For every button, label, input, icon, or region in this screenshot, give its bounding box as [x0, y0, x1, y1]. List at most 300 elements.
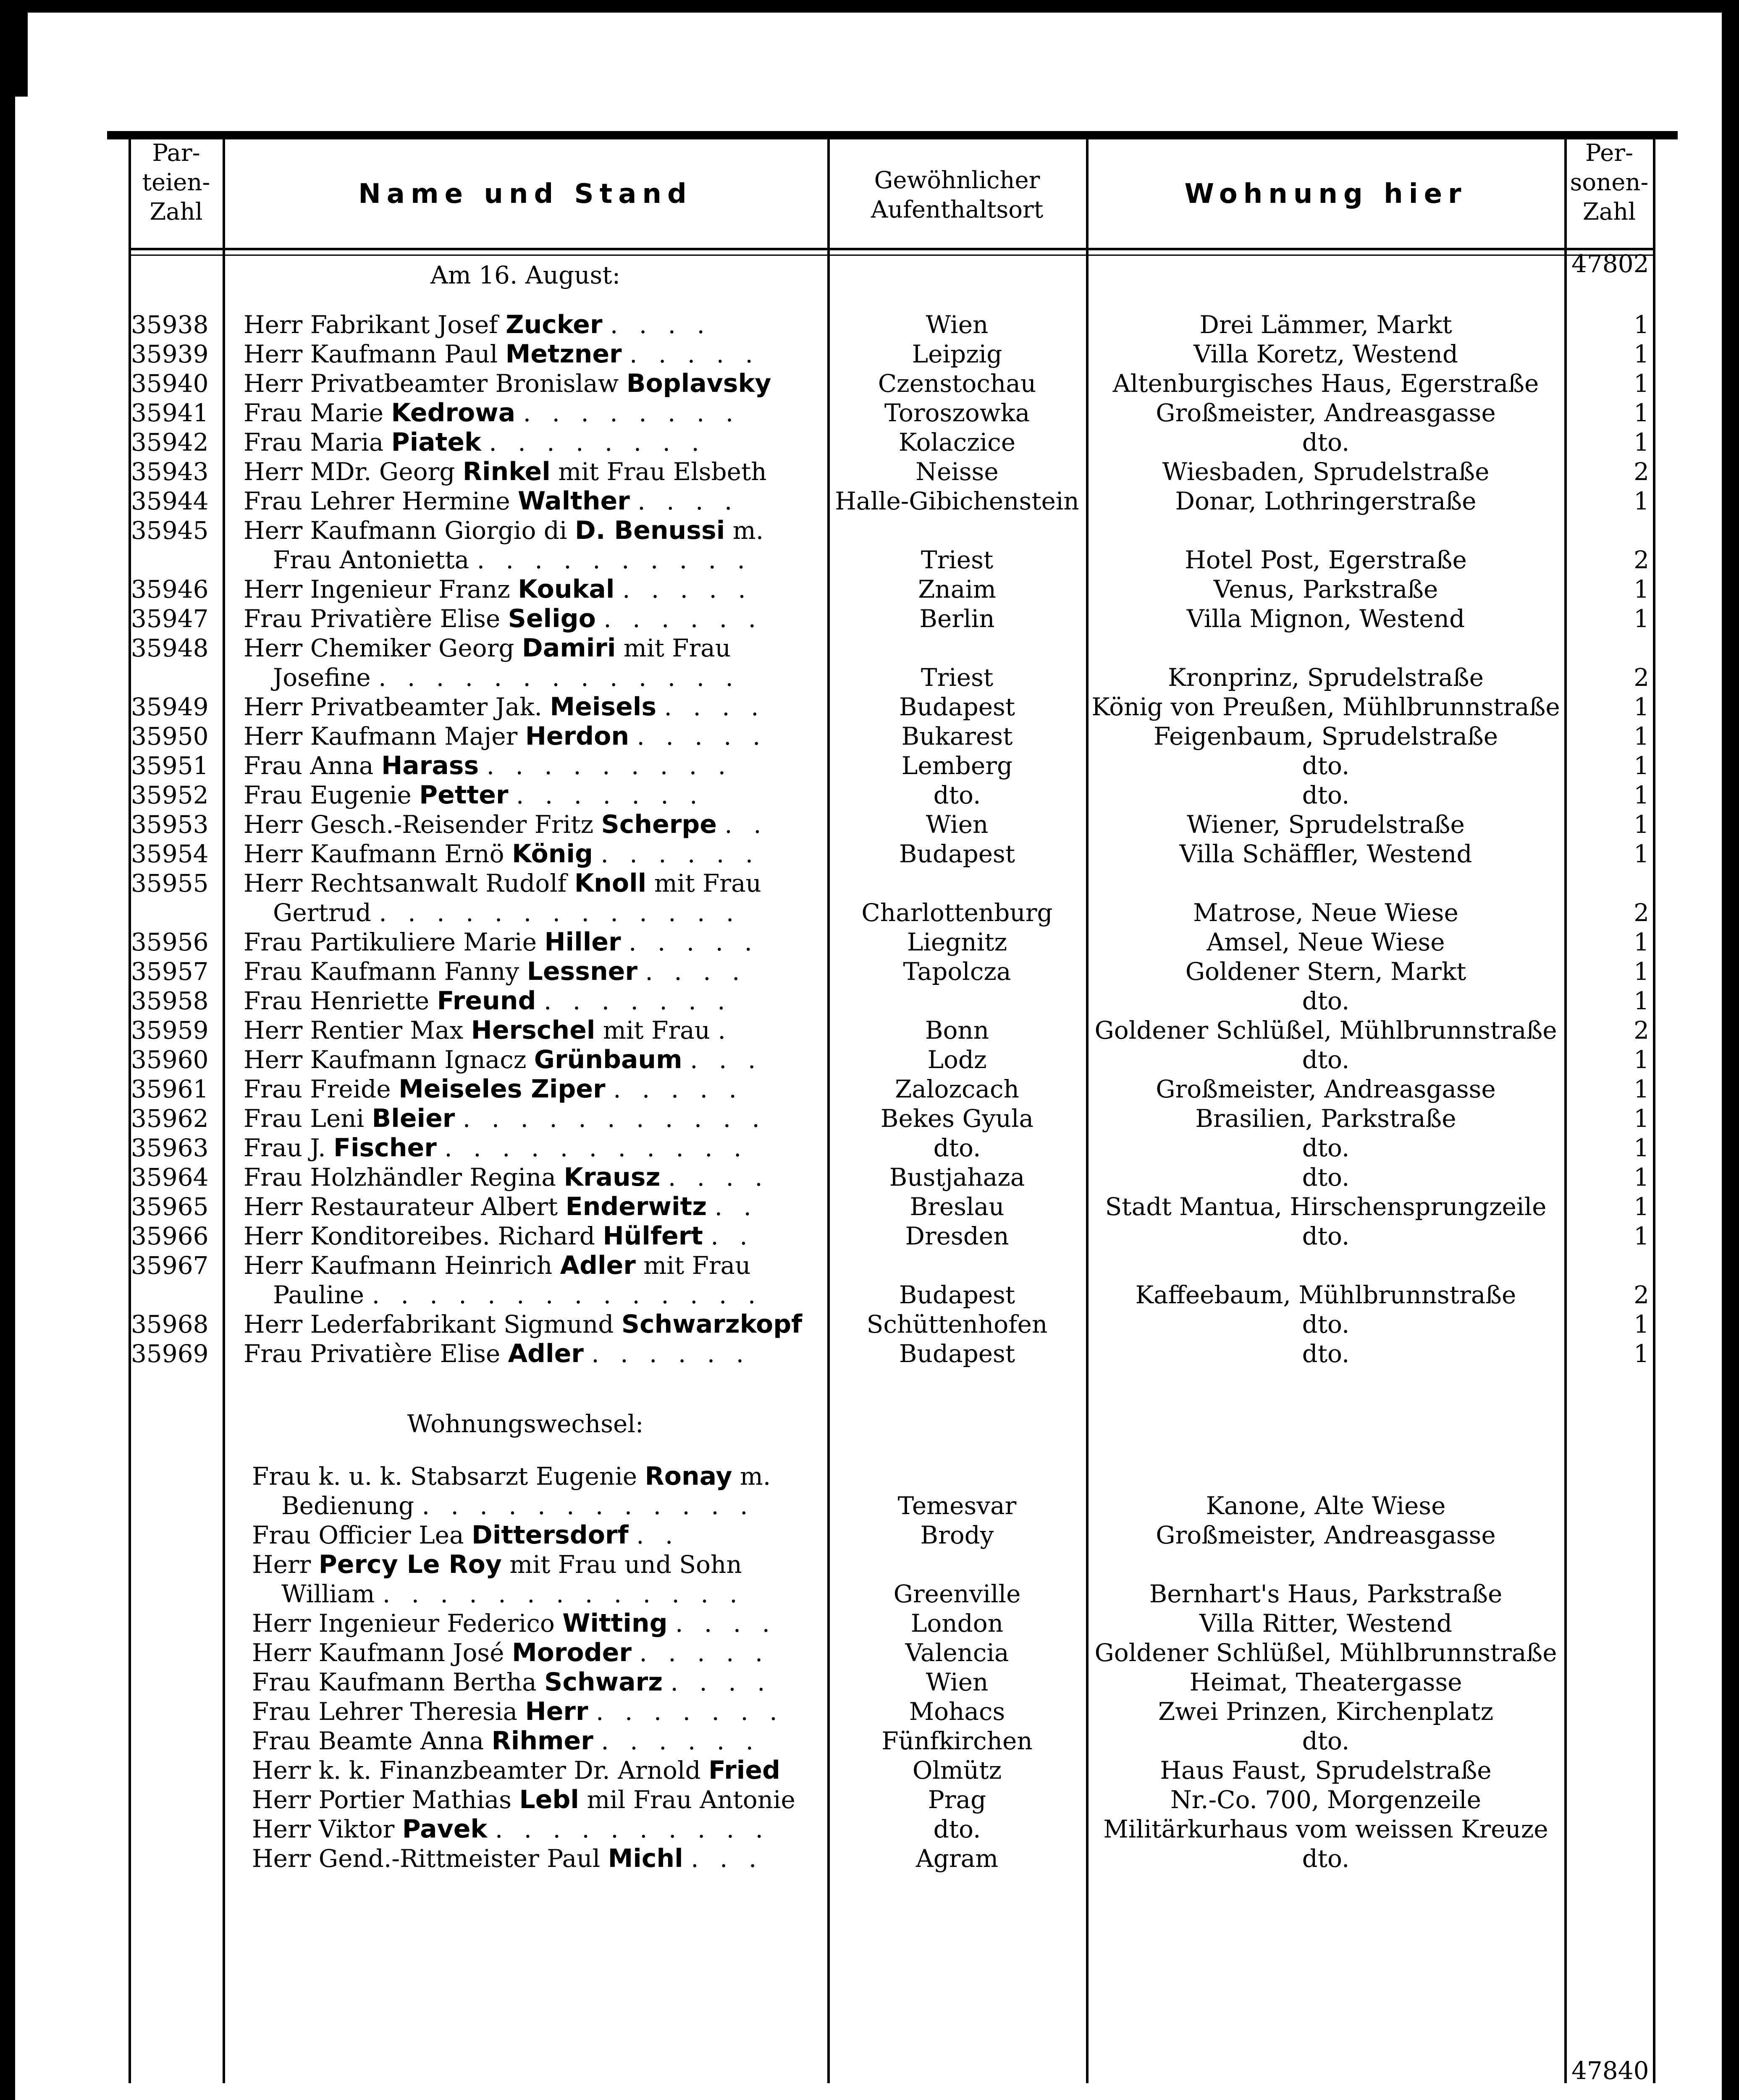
- header-line: Gewöhnlicher: [874, 167, 1040, 194]
- parteien-zahl: 35955: [131, 869, 209, 898]
- parteien-zahl: 35963: [131, 1134, 209, 1162]
- name-und-stand: [252, 1814, 831, 1844]
- wohnung: dto.: [1302, 428, 1350, 457]
- name-suffix: mit Frau: [603, 1016, 711, 1045]
- parteien-zahl: 35940: [131, 369, 209, 398]
- header-personen-zahl: [1567, 139, 1652, 227]
- scan-border-right: [1722, 0, 1739, 2100]
- surname: Piatek: [391, 428, 481, 457]
- aufenthaltsort: dto.: [933, 1815, 981, 1843]
- person-title: Herr Konditoreibes. Richard: [244, 1222, 595, 1250]
- person-title: Frau Kaufmann Bertha: [252, 1668, 537, 1696]
- aufenthaltsort: Neisse: [915, 457, 999, 486]
- wohnung: Goldener Schlüßel, Mühlbrunnstraße: [1094, 1638, 1557, 1667]
- leader-dots: . . . . .: [639, 1638, 770, 1667]
- wohnung: Großmeister, Andreasgasse: [1156, 1521, 1496, 1549]
- parteien-zahl: 35953: [131, 810, 209, 839]
- leader-dots: . . . . .: [628, 928, 759, 956]
- wohnung: Goldener Schlüßel, Mühlbrunnstraße: [1094, 1016, 1557, 1045]
- aufenthaltsort: Bustjahaza: [889, 1163, 1025, 1192]
- surname: Rihmer: [491, 1726, 593, 1756]
- name-und-stand: [252, 1667, 831, 1697]
- header-wohnung-hier: Wohnung hier: [1184, 178, 1467, 210]
- person-title: Herr Kaufmann Majer: [244, 722, 518, 751]
- surname: Damiri: [522, 633, 616, 663]
- aufenthaltsort: Charlottenburg: [861, 898, 1053, 927]
- aufenthaltsort: Wien: [926, 810, 989, 839]
- wohnung: Großmeister, Andreasgasse: [1156, 399, 1496, 427]
- aufenthaltsort: Lemberg: [901, 751, 1013, 780]
- name-und-stand: [244, 1221, 823, 1251]
- leader-dots: . . . . .: [637, 722, 767, 751]
- personen-zahl: 1: [1634, 1134, 1649, 1162]
- aufenthaltsort: Toroszowka: [884, 399, 1030, 427]
- personen-zahl: 1: [1634, 1045, 1649, 1074]
- aufenthaltsort: Agram: [915, 1844, 999, 1873]
- name-und-stand: [244, 428, 823, 457]
- parteien-zahl: 35969: [131, 1339, 209, 1368]
- wohnung: Haus Faust, Sprudelstraße: [1160, 1756, 1492, 1785]
- name-und-stand: [244, 869, 823, 898]
- name-und-stand: [252, 1726, 831, 1756]
- aufenthaltsort: Mohacs: [909, 1697, 1005, 1726]
- person-title: Herr Rechtsanwalt Rudolf: [244, 869, 567, 898]
- person-title: Herr Chemiker Georg: [244, 634, 514, 662]
- leader-dots: . . . . . . .: [543, 987, 732, 1015]
- wohnung: Villa Ritter, Westend: [1199, 1609, 1452, 1638]
- person-title: Frau Holzhändler Regina: [244, 1163, 556, 1192]
- leader-dots: . . .: [691, 1844, 763, 1873]
- aufenthaltsort: Dresden: [905, 1222, 1009, 1250]
- wohnung: Matrose, Neue Wiese: [1193, 898, 1458, 927]
- surname: Scherpe: [601, 810, 717, 839]
- personen-zahl: 1: [1634, 487, 1649, 515]
- leader-dots: . . . .: [670, 1668, 772, 1696]
- name-und-stand: [244, 1074, 823, 1104]
- person-title: Josefine: [273, 663, 371, 692]
- person-title: Frau Officier Lea: [252, 1521, 464, 1549]
- header-name-und-stand: Name und Stand: [358, 178, 692, 210]
- personen-zahl: 1: [1634, 340, 1649, 368]
- person-title: Bedienung: [281, 1491, 414, 1520]
- header-line: Par-: [152, 139, 200, 167]
- surname: Schwarz: [544, 1667, 663, 1697]
- person-title: Frau Eugenie: [244, 781, 412, 809]
- person-title: Herr Kaufmann Ignacz: [244, 1045, 527, 1074]
- person-title: Herr Lederfabrikant Sigmund: [244, 1310, 614, 1339]
- personen-zahl: 1: [1634, 781, 1649, 809]
- personen-zahl: 1: [1634, 604, 1649, 633]
- parteien-zahl: 35941: [131, 399, 209, 427]
- surname: Hiller: [544, 927, 621, 957]
- parteien-zahl: 35947: [131, 604, 209, 633]
- aufenthaltsort: dto.: [933, 781, 981, 809]
- person-title: Herr Gesch.-Reisender Fritz: [244, 810, 594, 839]
- leader-dots: . . . .: [664, 693, 766, 721]
- aufenthaltsort: Budapest: [899, 1281, 1015, 1309]
- leader-dots: . .: [711, 1222, 754, 1250]
- parteien-zahl: 35967: [131, 1251, 209, 1280]
- personen-zahl: 1: [1634, 1104, 1649, 1133]
- leader-dots: . . . . . .: [601, 1727, 761, 1755]
- personen-zahl: 1: [1634, 1163, 1649, 1192]
- aufenthaltsort: Kolaczice: [898, 428, 1016, 457]
- header-rule: [129, 248, 1655, 250]
- wohnung: Amsel, Neue Wiese: [1207, 928, 1445, 956]
- person-title: Frau Partikuliere Marie: [244, 928, 537, 956]
- leader-dots: . . .: [690, 1045, 763, 1074]
- person-title: Herr Portier Mathias: [252, 1785, 511, 1814]
- wohnung: Zwei Prinzen, Kirchenplatz: [1158, 1697, 1494, 1726]
- person-title: Frau Privatière Elise: [244, 604, 501, 633]
- surname: König: [512, 839, 593, 869]
- person-title: Frau J.: [244, 1134, 326, 1162]
- wohnung: dto.: [1302, 1727, 1350, 1755]
- surname: Fried: [708, 1756, 780, 1785]
- wohnung: Feigenbaum, Sprudelstraße: [1153, 722, 1498, 751]
- surname: Schwarzkopf: [621, 1310, 803, 1339]
- wohnung: Villa Mignon, Westend: [1186, 604, 1465, 633]
- parteien-zahl: 35962: [131, 1104, 209, 1133]
- personen-zahl: 1: [1634, 840, 1649, 868]
- aufenthaltsort: Leipzig: [912, 340, 1002, 368]
- surname: Herdon: [525, 722, 630, 751]
- name-und-stand: [244, 369, 823, 398]
- personen-zahl: 1: [1634, 428, 1649, 457]
- surname: Grünbaum: [534, 1045, 682, 1074]
- person-title: Herr MDr. Georg: [244, 457, 455, 486]
- header-line: sonen-: [1570, 169, 1649, 196]
- aufenthaltsort: Triest: [921, 546, 994, 574]
- wohnung: Villa Koretz, Westend: [1193, 340, 1458, 368]
- personen-zahl: 1: [1634, 987, 1649, 1015]
- aufenthaltsort: Lodz: [927, 1045, 987, 1074]
- person-title: Herr k. k. Finanzbeamter Dr. Arnold: [252, 1756, 701, 1785]
- leader-dots: . . . . . . . . . . . . .: [379, 898, 741, 927]
- surname: Bleier: [372, 1104, 455, 1133]
- parteien-zahl: 35964: [131, 1163, 209, 1192]
- person-title: Herr Kaufmann José: [252, 1638, 504, 1667]
- aufenthaltsort: Wien: [926, 310, 989, 339]
- person-title: Frau Anna: [244, 751, 374, 780]
- surname: Freund: [437, 986, 536, 1016]
- parteien-zahl: 35938: [131, 310, 209, 339]
- wohnung: Kaffeebaum, Mühlbrunnstraße: [1135, 1281, 1516, 1309]
- parteien-zahl: 35956: [131, 928, 209, 956]
- person-title: Herr Gend.-Rittmeister Paul: [252, 1844, 601, 1873]
- name-und-stand: [252, 1844, 831, 1873]
- parteien-zahl: 35942: [131, 428, 209, 457]
- person-title: Frau Beamte Anna: [252, 1727, 484, 1755]
- name-und-stand: [252, 1462, 831, 1491]
- surname: Petter: [419, 780, 509, 810]
- aufenthaltsort: Fünfkirchen: [881, 1727, 1033, 1755]
- surname: Seligo: [508, 604, 596, 633]
- personen-zahl: 2: [1634, 1281, 1649, 1309]
- wohnung: dto.: [1302, 751, 1350, 780]
- name-und-stand: [244, 575, 823, 604]
- name-suffix: m.: [740, 1462, 771, 1491]
- header-line: Zahl: [1582, 198, 1636, 226]
- person-title: Frau Privatière Elise: [244, 1339, 501, 1368]
- name-und-stand: [244, 604, 823, 633]
- surname: Herschel: [471, 1016, 595, 1045]
- surname: Walther: [518, 486, 630, 516]
- name-und-stand: [244, 1133, 823, 1163]
- leader-dots: . .: [636, 1521, 680, 1549]
- wohnung: dto.: [1302, 1045, 1350, 1074]
- surname: Witting: [562, 1609, 668, 1638]
- wohnung: Militärkurhaus vom weissen Kreuze: [1103, 1815, 1548, 1843]
- name-und-stand: [244, 457, 823, 486]
- personen-zahl: 1: [1634, 575, 1649, 604]
- surname: Ronay: [645, 1462, 732, 1491]
- surname: Adler: [560, 1251, 636, 1280]
- parteien-zahl: 35939: [131, 340, 209, 368]
- leader-dots: . . . . . . . . . . .: [444, 1134, 748, 1162]
- personen-zahl: 2: [1634, 1016, 1649, 1045]
- wohnung: König von Preußen, Mühlbrunnstraße: [1091, 693, 1560, 721]
- surname: Adler: [508, 1339, 584, 1368]
- person-title: Herr Kaufmann Ernö: [244, 840, 504, 868]
- wohnung: Kanone, Alte Wiese: [1206, 1491, 1446, 1520]
- header-line: Per-: [1585, 139, 1633, 167]
- wohnung: dto.: [1302, 1339, 1350, 1368]
- surname: Knoll: [574, 869, 647, 898]
- aufenthaltsort: Valencia: [905, 1638, 1009, 1667]
- leader-dots: . . . . . . . . . .: [477, 546, 752, 574]
- personen-zahl: 1: [1634, 1339, 1649, 1368]
- parteien-zahl: 35945: [131, 516, 209, 545]
- surname: Lebl: [519, 1785, 579, 1814]
- name-suffix: mit Frau und Sohn: [509, 1550, 742, 1579]
- leader-dots: . . . . .: [630, 340, 760, 368]
- leader-dots: . .: [714, 1192, 758, 1221]
- personen-zahl: 2: [1634, 898, 1649, 927]
- person-title: Frau Leni: [244, 1104, 365, 1133]
- surname: Zucker: [506, 310, 603, 339]
- wohnung: Heimat, Theatergasse: [1189, 1668, 1462, 1696]
- person-title: Herr Kaufmann Heinrich: [244, 1251, 553, 1280]
- parteien-zahl: 35950: [131, 722, 209, 751]
- leader-dots: . . . . . .: [591, 1339, 751, 1368]
- leader-dots: .: [718, 1016, 732, 1045]
- surname: Herr: [525, 1697, 588, 1726]
- surname: Metzner: [505, 339, 622, 369]
- name-und-stand: [244, 398, 823, 428]
- leader-dots: . . . . . . . . . . . .: [422, 1491, 755, 1520]
- name-und-stand: [244, 1104, 823, 1133]
- parteien-zahl: 35957: [131, 957, 209, 986]
- aufenthaltsort: Czenstochau: [878, 369, 1036, 398]
- header-rule: [129, 255, 1655, 256]
- leader-dots: . . . . . . . . . . . . .: [378, 663, 740, 692]
- header-line: Zahl: [150, 198, 203, 226]
- name-und-stand: [252, 1697, 831, 1726]
- surname: Hülfert: [603, 1221, 703, 1251]
- leader-dots: . . . . . .: [603, 604, 763, 633]
- person-title: Frau Antonietta: [273, 546, 470, 574]
- date-heading: Am 16. August:: [430, 261, 621, 289]
- name-suffix: mit Frau: [654, 869, 761, 898]
- surname: Pavek: [402, 1814, 488, 1844]
- wohnung: Großmeister, Andreasgasse: [1156, 1075, 1496, 1103]
- carry-out-total: 47840: [1571, 2056, 1649, 2085]
- name-und-stand: [244, 1016, 823, 1045]
- person-title: Herr: [252, 1550, 311, 1579]
- name-continuation: [273, 663, 823, 692]
- name-und-stand: [252, 1520, 831, 1550]
- name-continuation: [273, 1280, 823, 1310]
- surname: Krausz: [564, 1163, 661, 1192]
- personen-zahl: 1: [1634, 751, 1649, 780]
- aufenthaltsort: Zalozcach: [895, 1075, 1019, 1103]
- personen-zahl: 1: [1634, 693, 1649, 721]
- wohnung: Drei Lämmer, Markt: [1199, 310, 1452, 339]
- name-und-stand: [244, 1310, 823, 1339]
- aufenthaltsort: Bekes Gyula: [880, 1104, 1034, 1133]
- name-suffix: mit Frau Elsbeth: [558, 457, 767, 486]
- header-line: teien-: [142, 169, 210, 196]
- person-title: Frau Maria: [244, 428, 384, 457]
- leader-dots: . . . . . .: [601, 840, 760, 868]
- person-title: Frau Henriette: [244, 987, 430, 1015]
- parteien-zahl: 35966: [131, 1222, 209, 1250]
- surname: Kedrowa: [391, 398, 516, 428]
- wohnung: Altenburgisches Haus, Egerstraße: [1112, 369, 1539, 398]
- surname: Meiseles Ziper: [399, 1074, 606, 1104]
- personen-zahl: 1: [1634, 1075, 1649, 1103]
- aufenthaltsort: Temesvar: [897, 1491, 1017, 1520]
- parteien-zahl: 35952: [131, 781, 209, 809]
- wohnung: Wiesbaden, Sprudelstraße: [1162, 457, 1490, 486]
- wohnung: Hotel Post, Egerstraße: [1185, 546, 1467, 574]
- aufenthaltsort: Wien: [926, 1668, 989, 1696]
- person-title: Frau Freide: [244, 1075, 391, 1103]
- name-und-stand: [244, 1045, 823, 1074]
- table-top-rule: [107, 131, 1678, 139]
- name-und-stand: [244, 986, 823, 1016]
- name-und-stand: [252, 1785, 831, 1814]
- aufenthaltsort: Schüttenhofen: [866, 1310, 1048, 1339]
- person-title: Herr Kaufmann Paul: [244, 340, 498, 368]
- name-suffix: mil Frau Antonie: [587, 1785, 795, 1814]
- aufenthaltsort: Brody: [920, 1521, 994, 1549]
- person-title: Herr Viktor: [252, 1815, 395, 1843]
- leader-dots: . . . . . . . .: [523, 399, 740, 427]
- person-title: Frau Lehrer Hermine: [244, 487, 510, 515]
- name-und-stand: [244, 722, 823, 751]
- person-title: Herr Privatbeamter Bronislaw: [244, 369, 619, 398]
- name-continuation: [273, 898, 823, 927]
- name-und-stand: [244, 1339, 823, 1368]
- aufenthaltsort: Berlin: [919, 604, 995, 633]
- name-suffix: mit Frau: [643, 1251, 751, 1280]
- carry-in-total: 47802: [1571, 249, 1649, 278]
- aufenthaltsort: Budapest: [899, 1339, 1015, 1368]
- surname: Fischer: [333, 1133, 437, 1163]
- name-und-stand: [252, 1756, 831, 1785]
- person-title: Frau Marie: [244, 399, 383, 427]
- personen-zahl: 1: [1634, 1310, 1649, 1339]
- wohnung: Brasilien, Parkstraße: [1195, 1104, 1456, 1133]
- aufenthaltsort: Halle-Gibichenstein: [835, 487, 1079, 515]
- aufenthaltsort: Prag: [928, 1785, 986, 1814]
- leader-dots: . . . . . . . . . . . . . .: [372, 1281, 763, 1309]
- personen-zahl: 1: [1634, 810, 1649, 839]
- wohnung: Donar, Lothringerstraße: [1175, 487, 1477, 515]
- personen-zahl: 1: [1634, 957, 1649, 986]
- leader-dots: . . . . . . . . . . . . .: [382, 1580, 744, 1608]
- person-title: Herr Ingenieur Federico: [252, 1609, 555, 1638]
- name-suffix: mit Frau: [623, 634, 731, 662]
- surname: Michl: [608, 1844, 683, 1873]
- leader-dots: . . . .: [610, 310, 711, 339]
- name-continuation: [281, 1491, 831, 1520]
- personen-zahl: 1: [1634, 1222, 1649, 1250]
- personen-zahl: 1: [1634, 369, 1649, 398]
- leader-dots: . . . . . . . . . . .: [462, 1104, 766, 1133]
- person-title: Frau k. u. k. Stabsarzt Eugenie: [252, 1462, 637, 1491]
- name-und-stand: [244, 810, 823, 839]
- surname: D. Benussi: [574, 516, 725, 545]
- surname: Dittersdorf: [472, 1520, 629, 1550]
- leader-dots: . . . .: [645, 957, 747, 986]
- wohnung: Venus, Parkstraße: [1213, 575, 1438, 604]
- personen-zahl: 2: [1634, 663, 1649, 692]
- section-heading-wohnungswechsel: Wohnungswechsel:: [407, 1410, 644, 1438]
- person-title: Herr Restaurateur Albert: [244, 1192, 558, 1221]
- wohnung: dto.: [1302, 1844, 1350, 1873]
- leader-dots: . . . . . . . .: [489, 428, 706, 457]
- wohnung: Kronprinz, Sprudelstraße: [1168, 663, 1484, 692]
- personen-zahl: 2: [1634, 546, 1649, 574]
- parteien-zahl: 35960: [131, 1045, 209, 1074]
- aufenthaltsort: Budapest: [899, 693, 1015, 721]
- aufenthaltsort: London: [910, 1609, 1004, 1638]
- header-aufenthaltsort: [830, 166, 1084, 225]
- aufenthaltsort: Olmütz: [912, 1756, 1002, 1785]
- surname: Koukal: [518, 575, 615, 604]
- name-und-stand: [244, 957, 823, 986]
- surname: Rinkel: [462, 457, 551, 486]
- surname: Percy Le Roy: [318, 1550, 502, 1579]
- name-und-stand: [244, 839, 823, 869]
- name-und-stand: [252, 1550, 831, 1579]
- name-und-stand: [244, 692, 823, 722]
- surname: Boplavsky: [626, 369, 771, 398]
- personen-zahl: 2: [1634, 457, 1649, 486]
- name-und-stand: [244, 310, 823, 339]
- name-und-stand: [244, 516, 823, 545]
- aufenthaltsort: Bukarest: [901, 722, 1013, 751]
- surname: Meisels: [550, 692, 657, 722]
- parteien-zahl: 35961: [131, 1075, 209, 1103]
- aufenthaltsort: Znaim: [918, 575, 996, 604]
- wohnung: dto.: [1302, 1163, 1350, 1192]
- wohnung: Nr.-Co. 700, Morgenzeile: [1170, 1785, 1481, 1814]
- person-title: Herr Kaufmann Giorgio di: [244, 516, 567, 545]
- surname: Enderwitz: [565, 1192, 707, 1221]
- name-und-stand: [244, 1163, 823, 1192]
- leader-dots: . .: [724, 810, 768, 839]
- scan-border-left: [0, 0, 15, 2100]
- aufenthaltsort: Breslau: [910, 1192, 1005, 1221]
- person-title: Herr Fabrikant Josef: [244, 310, 498, 339]
- scan-border-top: [0, 0, 1739, 13]
- name-und-stand: [252, 1609, 831, 1638]
- wohnung: Bernhart's Haus, Parkstraße: [1149, 1580, 1503, 1608]
